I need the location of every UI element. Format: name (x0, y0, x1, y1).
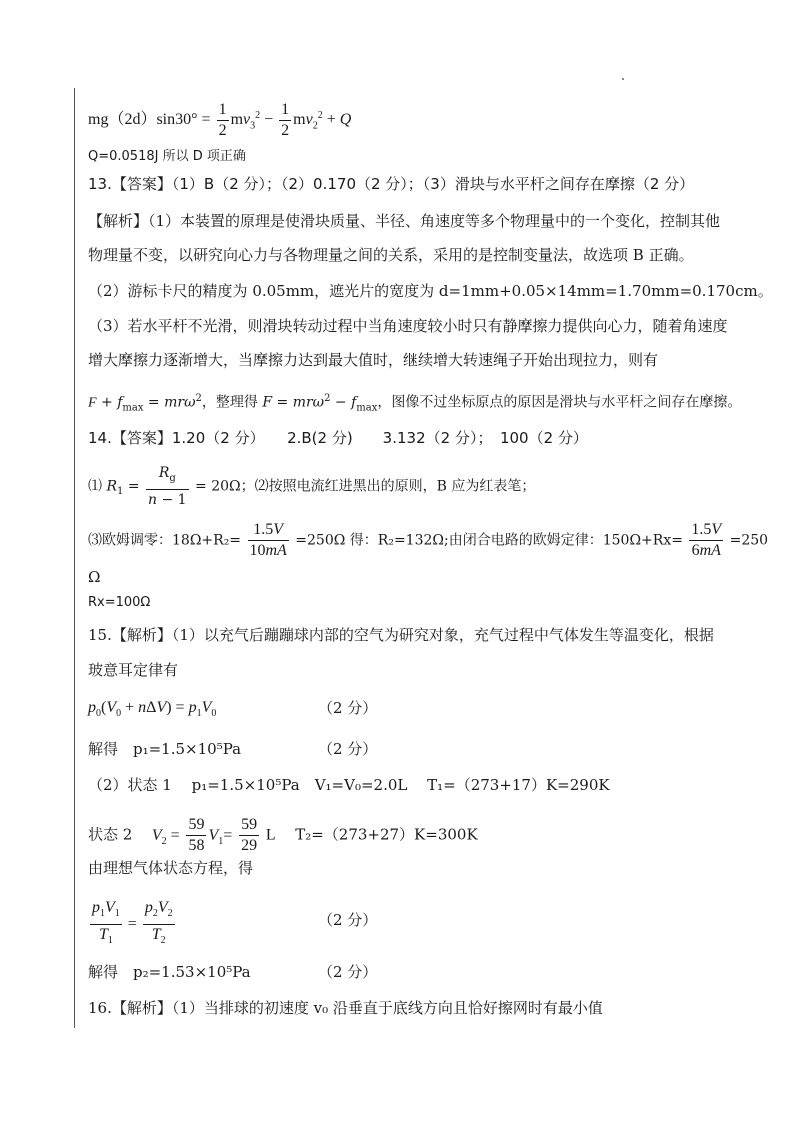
q13-answer: 13.【答案】（1）B（2 分）；（2）0.170（2 分）；（3）滑块与水平杆之间存在摩擦（2 分） (88, 175, 695, 193)
q14-ohm-zero: ⑶欧姆调零：18Ω+R₂= $\frac{1.5V}{10mA}$ =250Ω 得：R₂=132Ω;由闭合电路的欧姆定律：150Ω+Rx= $\frac{1.5V}{6mA}$ =250 (88, 521, 769, 559)
ohm-unit-wrap: Ω (88, 568, 101, 586)
scan-speck (622, 78, 624, 80)
q-result-line: Q=0.0518J 所以 D 项正确 (88, 149, 246, 164)
boyle-equation: $p_0(V_0 + n\Delta V) = p_1V_0$ (88, 699, 217, 720)
energy-equation: mg（2d）sin30° = $\frac{1}{2}$ $mv_3^2$ − $\frac{1}{2}$ $mv_2^2 + Q$ (88, 101, 352, 139)
score-mark: （2 分） (318, 699, 378, 717)
q15-p2-result: 解得 p₂=1.53×10⁵Pa (88, 963, 251, 981)
q13-analysis-2: 物理量不变，以研究向心力与各物理量之间的关系，采用的是控制变量法，故选项 B 正确。 (88, 246, 694, 264)
q15-analysis-1: 15.【解析】（1）以充气后蹦蹦球内部的空气为研究对象，充气过程中气体发生等温变化，根据 (88, 626, 714, 644)
score-mark: （2 分） (318, 740, 378, 758)
q15-ideal-gas-text: 由理想气体状态方程，得 (88, 859, 254, 877)
ideal-gas-equation: $\frac{p_1V_1}{T_1}$ = $\frac{p_2V_2}{T_2}$ (88, 898, 177, 951)
rx-result: Rx=100Ω (88, 595, 151, 610)
q13-analysis-4: （3）若水平杆不光滑，则滑块转动过程中当角速度较小时只有静摩擦力提供向心力，随着角速度 (88, 317, 728, 335)
left-margin-line (74, 88, 75, 1028)
q13-friction-formula: $F + f_{max} = mr\omega^2$，整理得 $F = mr\omega^2 - f_{max}$，图像不过坐标原点的原因是滑块与水平杆之间存在摩擦。 (88, 393, 742, 414)
q13-analysis-1: 【解析】（1）本装置的原理是使滑块质量、半径、角速度等多个物理量中的一个变化，控制其他 (88, 212, 721, 230)
q15-analysis-2: 玻意耳定律有 (88, 661, 179, 679)
q13-analysis-5: 增大摩擦力逐渐增大，当摩擦力达到最大值时，继续增大转速绳子开始出现拉力，则有 (88, 351, 659, 369)
q14-r1-formula: ⑴ $R_1$ = $\frac{R_g}{n - 1}$ = 20Ω；⑵按照电流红进黑出的原则，B 应为红表笔； (88, 465, 536, 508)
q15-state2: 状态 2 $V_2$ = $\frac{59}{58}$ $V_1=$ $\frac{59}{29}$ L T₂=（273+27）K=300K (88, 816, 478, 854)
q13-analysis-3: （2）游标卡尺的精度为 0.05mm，遮光片的宽度为 d=1mm+0.05×14mm=1.70mm=0.170cm。 (88, 282, 773, 300)
score-mark: （2 分） (318, 911, 378, 929)
q14-answer: 14.【答案】1.20（2 分） 2.B(2 分) 3.132（2 分）； 100（2 分） (88, 429, 588, 447)
q15-p1-result: 解得 p₁=1.5×10⁵Pa (88, 740, 242, 758)
score-mark: （2 分） (318, 963, 378, 981)
q16-analysis-1: 16.【解析】（1）当排球的初速度 v₀ 沿垂直于底线方向且恰好擦网时有最小值 (88, 999, 603, 1017)
q15-state1: （2）状态 1 p₁=1.5×10⁵Pa V₁=V₀=2.0L T₁=（273+17）K=290K (88, 776, 610, 794)
